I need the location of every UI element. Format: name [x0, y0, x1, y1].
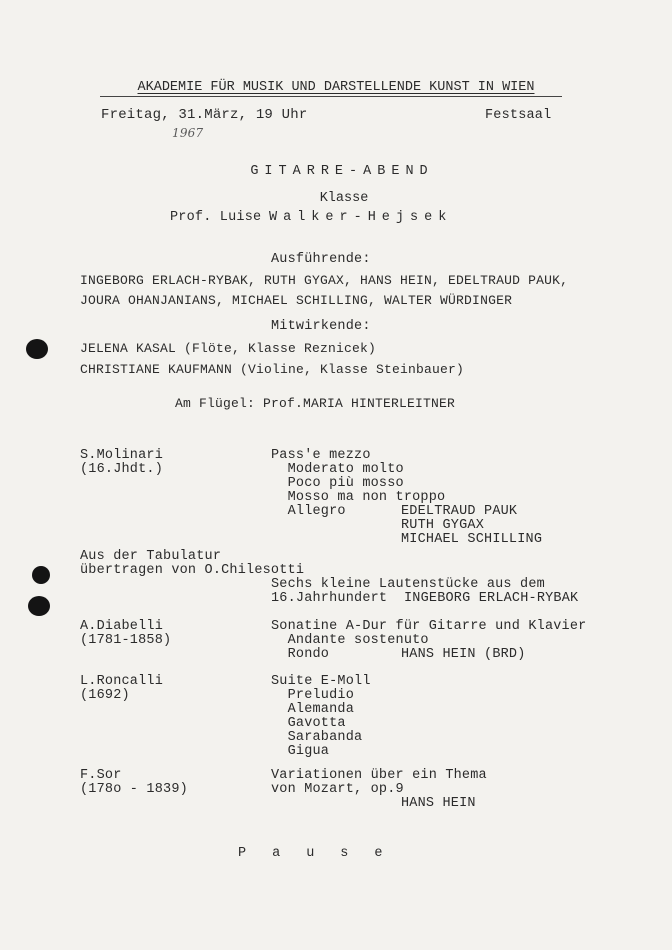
header-rule — [100, 96, 562, 97]
work-movement: Alemanda — [271, 702, 355, 717]
collaborators-heading: Mitwirkende: — [271, 319, 371, 334]
performers-line-2: JOURA OHANJANIANS, MICHAEL SCHILLING, WALTER WÜRDINGER — [80, 293, 513, 308]
work-movement: Preludio — [271, 688, 355, 703]
performer-name: RUTH GYGAX — [401, 518, 485, 533]
work-movement: Sarabanda — [271, 730, 363, 745]
professor-prefix: Prof. Luise — [170, 210, 262, 225]
punch-hole-middle — [32, 566, 50, 584]
work-movement: Rondo — [271, 647, 330, 662]
venue: Festsaal — [485, 108, 552, 123]
collaborators-line-2: CHRISTIANE KAUFMANN (Violine, Klasse Steinbauer) — [80, 362, 465, 377]
work-title: Variationen über ein Thema — [271, 768, 487, 783]
composer-dates: (1692) — [80, 688, 130, 703]
composer-dates: (16.Jhdt.) — [80, 462, 164, 477]
work-movement: Gigua — [271, 744, 330, 759]
punch-hole-bottom — [28, 596, 50, 616]
performer-name: MICHAEL SCHILLING — [401, 532, 543, 547]
composer-dates: (178o - 1839) — [80, 782, 188, 797]
composer-name: F.Sor — [80, 768, 122, 783]
work-title: 16.Jahrhundert — [271, 591, 388, 606]
work-title: Sonatine A-Dur für Gitarre und Klavier — [271, 619, 587, 634]
work-movement: Allegro — [271, 504, 346, 519]
program-item-4-work — [271, 675, 371, 759]
punch-hole-top — [26, 339, 48, 359]
work-title: Pass'e mezzo — [271, 448, 371, 463]
piano-accompanist: Am Flügel: Prof.MARIA HINTERLEITNER — [175, 396, 456, 411]
performer-name: HANS HEIN (BRD) — [401, 647, 526, 662]
work-title: von Mozart, op.9 — [271, 782, 404, 797]
performer-name: EDELTRAUD PAUK — [401, 504, 518, 519]
work-movement: Gavotta — [271, 716, 346, 731]
composer-dates: (1781-1858) — [80, 633, 172, 648]
work-movement: Poco più mosso — [271, 476, 404, 491]
handwritten-year: 1967 — [172, 126, 204, 140]
composer-name: Aus der Tabulatur — [80, 549, 222, 564]
program-item-3-composer — [80, 620, 171, 648]
work-title: Suite E-Moll — [271, 674, 371, 689]
date-line: Freitag, 31.März, 19 Uhr — [101, 107, 308, 123]
institution-header: AKADEMIE FÜR MUSIK UND DARSTELLENDE KUNST IN WIEN — [137, 80, 535, 95]
program-item-5-performers — [401, 797, 476, 811]
program-item-5-composer — [80, 769, 188, 797]
intermission: Pause — [238, 846, 409, 861]
composer-name: S.Molinari — [80, 448, 164, 463]
program-item-3-performers — [401, 648, 526, 662]
work-title: Sechs kleine Lautenstücke aus dem — [271, 577, 545, 592]
concert-title: GITARRE-ABEND — [250, 164, 434, 179]
performers-line-1: INGEBORG ERLACH-RYBAK, RUTH GYGAX, HANS HEIN, EDELTRAUD PAUK, — [80, 273, 569, 288]
program-item-2-performers — [404, 592, 578, 606]
program-item-1-composer — [80, 449, 163, 477]
performer-name: HANS HEIN — [401, 796, 476, 811]
program-item-5-work — [271, 769, 487, 797]
program-item-2-composer — [80, 550, 304, 578]
performer-name: INGEBORG ERLACH-RYBAK — [404, 591, 579, 606]
professor-name: Walker-Hejsek — [269, 210, 453, 225]
work-movement: Mosso ma non troppo — [271, 490, 446, 505]
performers-heading: Ausführende: — [271, 252, 371, 267]
work-movement: Andante sostenuto — [271, 633, 429, 648]
class-label: Klasse — [319, 191, 369, 206]
composer-name: L.Roncalli — [80, 674, 164, 689]
composer-name: A.Diabelli — [80, 619, 164, 634]
collaborators-line-1: JELENA KASAL (Flöte, Klasse Reznicek) — [80, 341, 377, 356]
program-item-4-composer — [80, 675, 163, 703]
composer-name: übertragen von O.Chilesotti — [80, 563, 305, 578]
program-item-1-performers — [401, 505, 542, 547]
work-movement: Moderato molto — [271, 462, 404, 477]
